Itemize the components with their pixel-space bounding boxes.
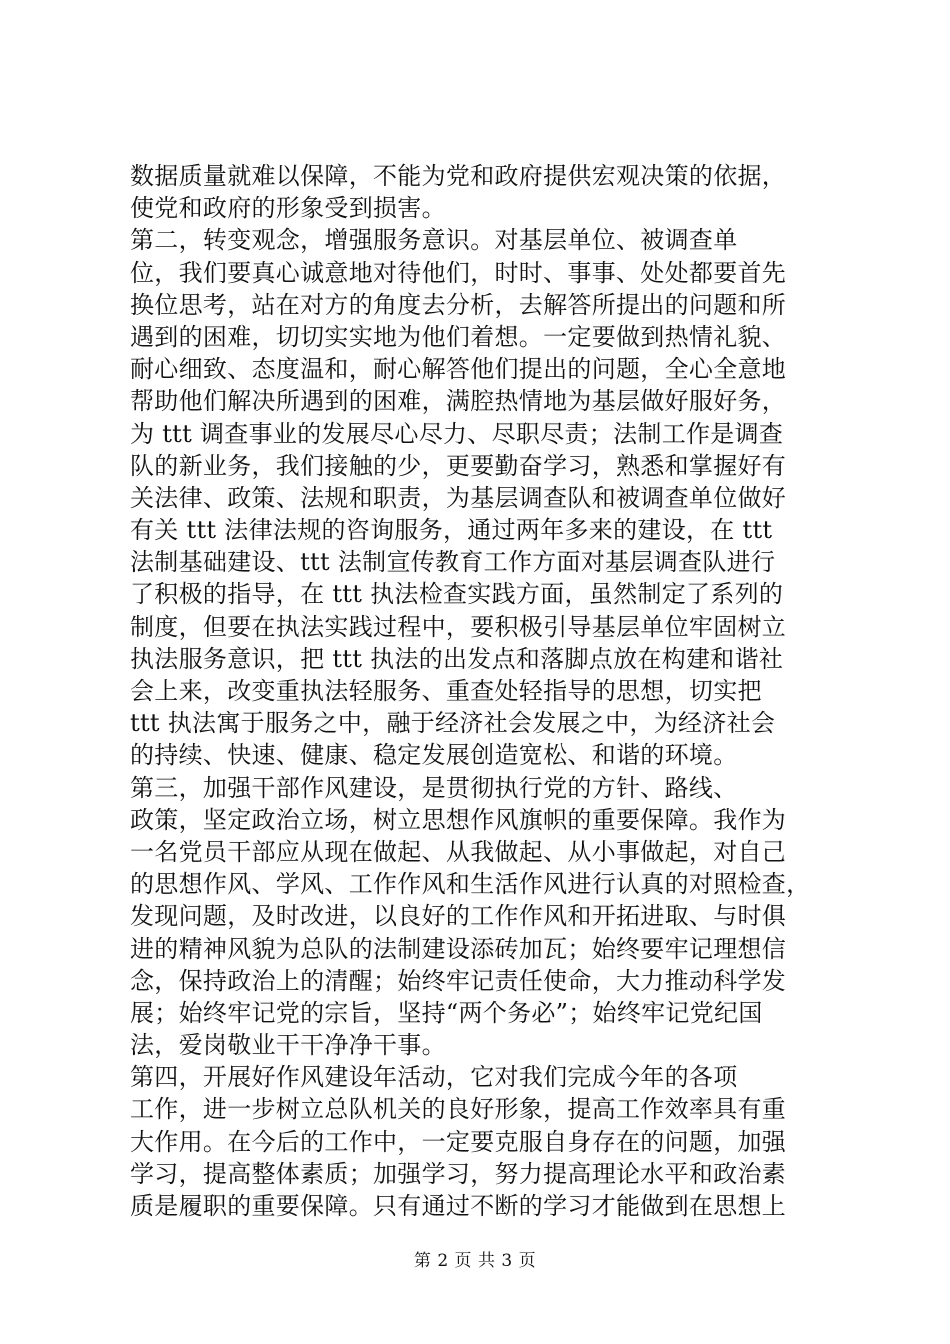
text-line: 第二，转变观念，增强服务意识。对基层单位、被调查单 (130, 226, 738, 255)
text-line: 关法律、政策、法规和职责，为基层调查队和被调查单位做好 (130, 483, 787, 512)
text-line: 位，我们要真心诚意地对待他们，时时、事事、处处都要首先 (130, 258, 787, 287)
text-line: 耐心细致、态度温和，耐心解答他们提出的问题，全心全意地 (130, 355, 787, 384)
text-line: 第四，开展好作风建设年活动，它对我们完成今年的各项 (130, 1063, 738, 1092)
text-line: 展；始终牢记党的宗旨，坚持“两个务必”；始终牢记党纪国 (130, 998, 763, 1027)
text-line: 执法服务意识，把 ttt 执法的出发点和落脚点放在构建和谐社 (130, 644, 784, 673)
text-line: 进的精神风貌为总队的法制建设添砖加瓦；始终要牢记理想信 (130, 934, 787, 963)
text-line: 一名党员干部应从现在做起、从我做起、从小事做起，对自己 (130, 837, 787, 866)
text-line: 换位思考，站在对方的角度去分析，去解答所提出的问题和所 (130, 290, 787, 319)
text-line: 第三，加强干部作风建设，是贯彻执行党的方针、路线、 (130, 773, 738, 802)
text-line: 制度，但要在执法实践过程中，要积极引导基层单位牢固树立 (130, 612, 787, 641)
text-line: 为 ttt 调查事业的发展尽心尽力、尽职尽责；法制工作是调查 (130, 419, 784, 448)
text-line: 有关 ttt 法律法规的咨询服务，通过两年多来的建设，在 ttt (130, 516, 773, 545)
text-line: 学习，提高整体素质；加强学习，努力提高理论水平和政治素 (130, 1159, 787, 1188)
text-line: 念，保持政治上的清醒；始终牢记责任使命，大力推动科学发 (130, 966, 787, 995)
text-line: 大作用。在今后的工作中，一定要克服自身存在的问题，加强 (130, 1127, 787, 1156)
text-line: 了积极的指导，在 ttt 执法检查实践方面，虽然制定了系列的 (130, 580, 784, 609)
text-line: ttt 执法寓于服务之中，融于经济社会发展之中，为经济社会 (130, 709, 776, 738)
text-line: 发现问题，及时改进，以良好的工作作风和开拓进取、与时俱 (130, 902, 787, 931)
text-line: 使党和政府的形象受到损害。 (130, 194, 446, 223)
text-line: 的思想作风、学风、工作作风和生活作风进行认真的对照检查， (130, 870, 811, 899)
text-line: 会上来，改变重执法轻服务、重查处轻指导的思想，切实把 (130, 677, 762, 705)
text-line: 法，爱岗敬业干干净净干事。 (130, 1031, 446, 1060)
page-number-footer: 第 2 页 共 3 页 (413, 1251, 537, 1271)
text-line: 的持续、快速、健康、稳定发展创造宽松、和谐的环境。 (130, 741, 738, 770)
document-body (130, 160, 830, 1222)
text-line: 工作，进一步树立总队机关的良好形象，提高工作效率具有重 (130, 1095, 787, 1124)
text-line: 政策，坚定政治立场，树立思想作风旗帜的重要保障。我作为 (130, 805, 787, 834)
text-line: 队的新业务，我们接触的少，更要勤奋学习，熟悉和掌握好有 (130, 451, 787, 480)
text-line: 质是履职的重要保障。只有通过不断的学习才能做到在思想上 (130, 1192, 787, 1220)
text-line: 法制基础建设、ttt 法制宣传教育工作方面对基层调查队进行 (130, 548, 776, 577)
text-line: 帮助他们解决所遇到的困难，满腔热情地为基层做好服好务， (130, 387, 787, 416)
text-line: 数据质量就难以保障，不能为党和政府提供宏观决策的依据， (130, 162, 787, 190)
text-line: 遇到的困难，切切实实地为他们着想。一定要做到热情礼貌、 (130, 322, 787, 351)
